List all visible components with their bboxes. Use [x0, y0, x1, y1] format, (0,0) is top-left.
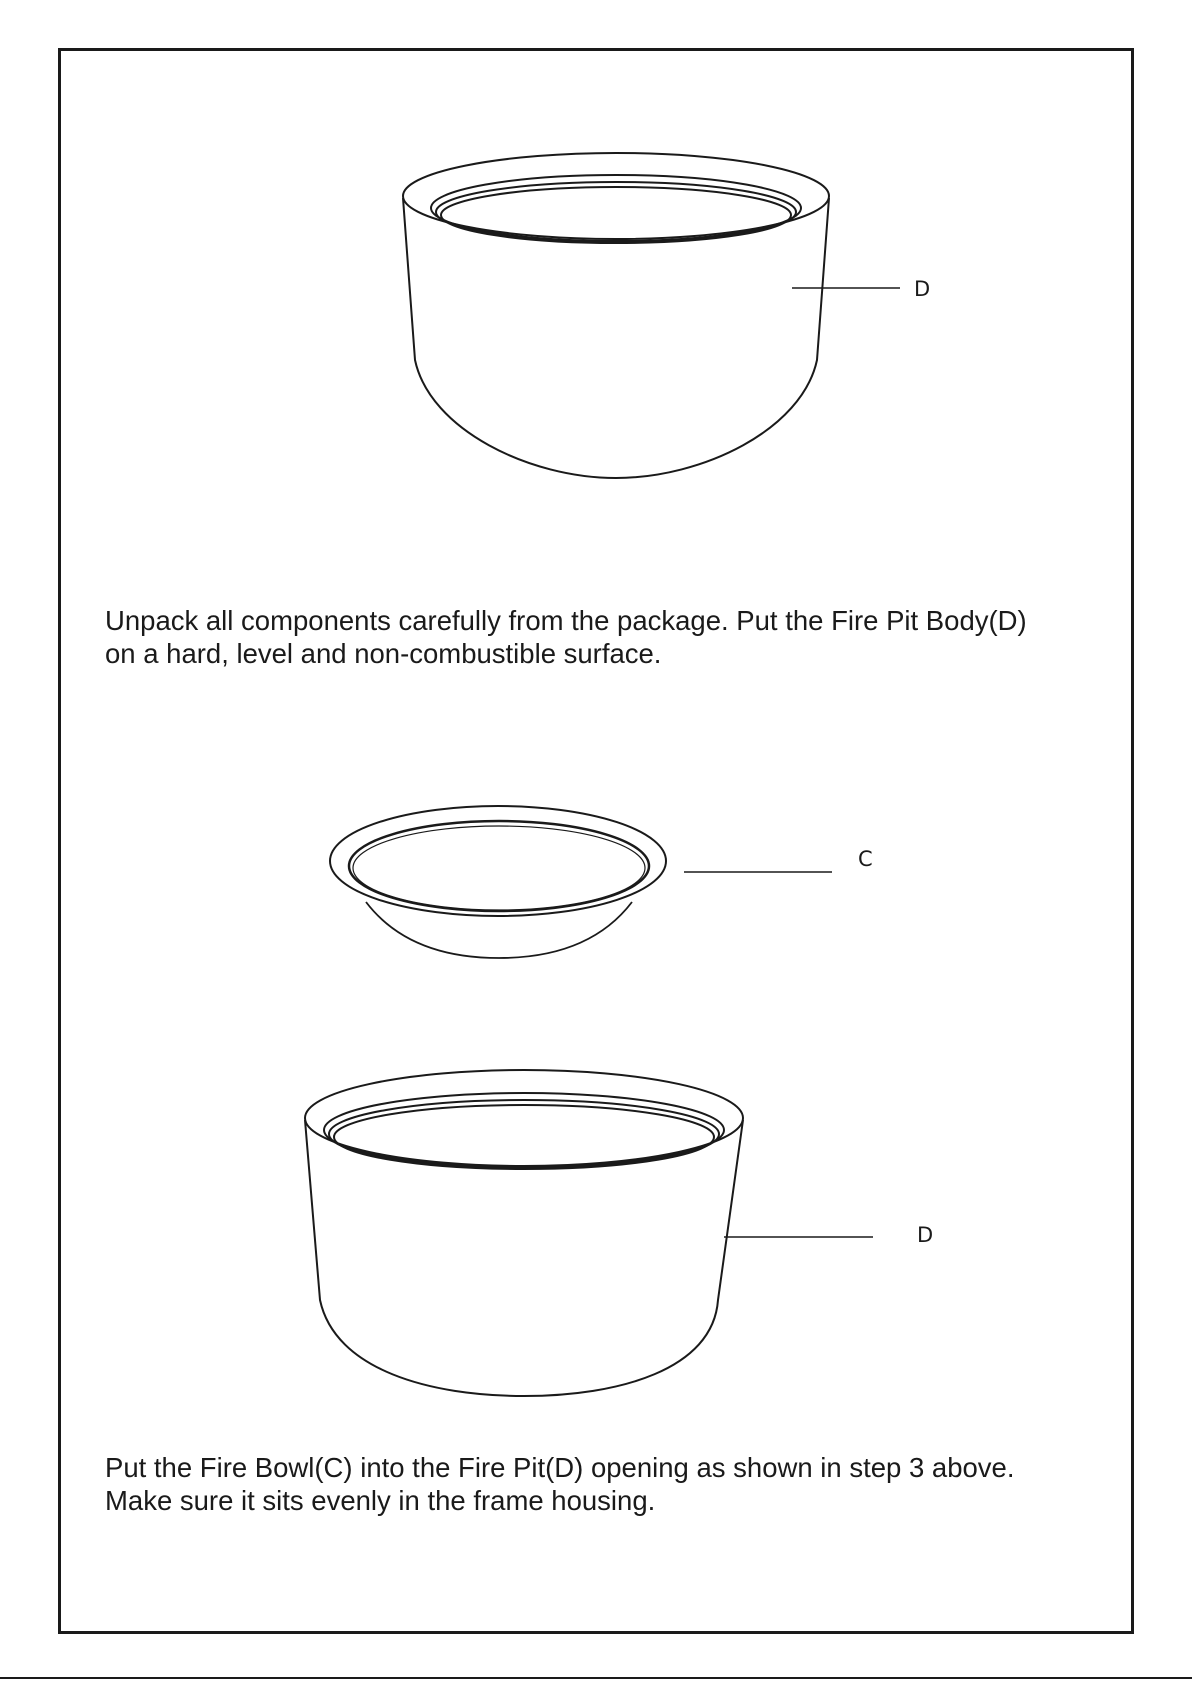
callout-label-d-step1: D	[914, 277, 931, 301]
instruction-step2-line2: Make sure it sits evenly in the frame housing.	[105, 1485, 656, 1516]
instruction-step2-line1: Put the Fire Bowl(C) into the Fire Pit(D) opening as shown in step 3 above.	[105, 1452, 1015, 1483]
callout-label-d-step2: D	[917, 1223, 934, 1247]
callout-label-c: C	[858, 847, 873, 871]
page-bottom-rule	[0, 1677, 1192, 1679]
instruction-step1-line1: Unpack all components carefully from the package. Put the Fire Pit Body(D)	[105, 605, 1027, 636]
instruction-step2	[105, 1451, 1115, 1517]
instruction-step1-line2: on a hard, level and non-combustible surface.	[105, 638, 662, 669]
